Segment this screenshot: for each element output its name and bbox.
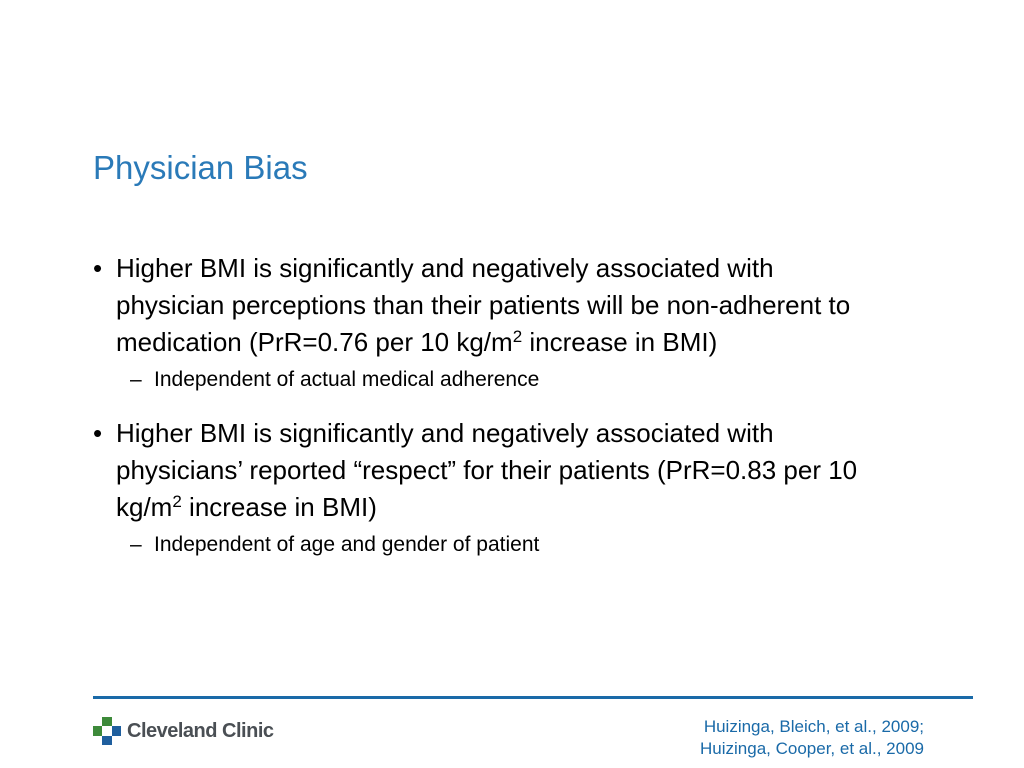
- bullet-text: [116, 418, 857, 522]
- bullet-dot-icon: •: [93, 253, 103, 283]
- citation: [700, 716, 924, 760]
- sub-bullet-item: [93, 365, 873, 395]
- bullet-dot-icon: •: [93, 418, 103, 448]
- superscript: 2: [172, 492, 182, 511]
- slide-title: Physician Bias: [93, 149, 308, 186]
- bullet-item: [93, 415, 873, 526]
- sub-bullet-item: [93, 530, 873, 560]
- dash-icon: –: [130, 533, 142, 556]
- bullet-item: [93, 250, 873, 361]
- bullet-group: [93, 250, 873, 395]
- bullet-text-tail: increase in BMI): [522, 327, 718, 357]
- bullet-group: [93, 415, 873, 560]
- citation-line: Huizinga, Bleich, et al., 2009;: [703, 717, 924, 736]
- sub-bullet-text: Independent of actual medical adherence: [154, 368, 540, 391]
- logo-text: Cleveland Clinic: [127, 719, 274, 742]
- bullet-text: [116, 253, 850, 357]
- bullet-text-main: Higher BMI is significantly and negatively associated with physician perceptions than their patients will be non-adherent to medication (PrR=0.76 per 10 kg/m: [116, 253, 851, 357]
- citation-line: Huizinga, Cooper, et al., 2009: [700, 739, 924, 758]
- cleveland-clinic-logo: [93, 716, 274, 746]
- footer-divider: [93, 696, 973, 699]
- dash-icon: –: [130, 368, 142, 391]
- bullet-list: [93, 250, 873, 560]
- superscript: 2: [512, 327, 523, 346]
- bullet-text-main: Higher BMI is significantly and negatively associated with physicians’ reported “respect” for their patients (PrR=0.83 per 10 kg/m: [116, 418, 858, 522]
- bullet-text-tail: increase in BMI): [181, 492, 377, 522]
- sub-bullet-text: Independent of age and gender of patient: [154, 533, 540, 556]
- cleveland-clinic-cross-icon: [93, 717, 121, 745]
